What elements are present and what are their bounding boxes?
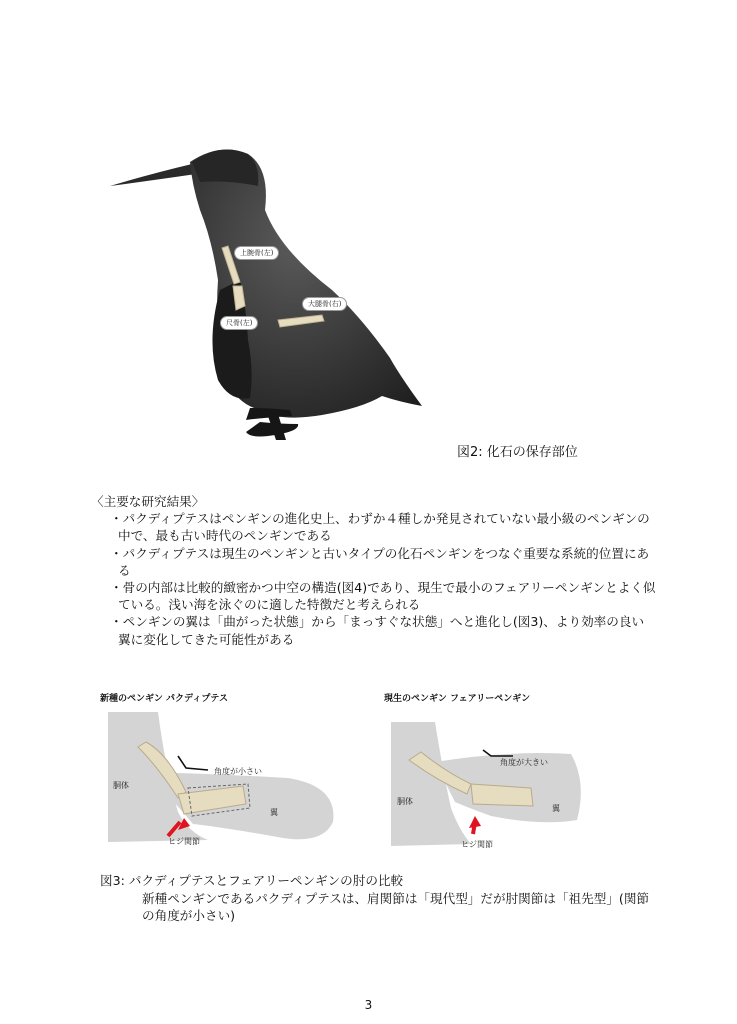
results-heading: 〈主要な研究結果〉 (91, 494, 205, 509)
page-number: 3 (364, 998, 373, 1012)
research-results (91, 493, 656, 648)
humerus-label: 上腕骨(左) (234, 246, 279, 260)
left-joint-label: ヒジ関節 (168, 837, 200, 846)
right-panel-title: 現生のペンギン フェアリーペンギン (384, 694, 531, 704)
result-item: ・ペンギンの翼は「曲がった状態」から「まっすぐな状態」へと進化し(図3)、より効率の良い翼に変化してきた可能性がある (110, 614, 645, 647)
right-body-label: 胴体 (397, 797, 413, 806)
figure3-caption (100, 872, 660, 925)
figure3-caption-body: 新種ペンギンであるパクディプテスは、肩関節は「現代型」だが肘関節は「祖先型」(関節の角度が小さい) (142, 890, 650, 923)
left-panel-title: 新種のペンギン パクディプテス (100, 694, 228, 704)
result-item: ・パクディプテスはペンギンの進化史上、わずか４種しか発見されていない最小級のペンギンの中で、最も古い時代のペンギンである (110, 511, 650, 544)
pakudyptes-wing-diagram (108, 712, 344, 848)
right-wing-label: 翼 (552, 804, 560, 813)
left-wing-label: 翼 (270, 808, 278, 817)
left-body-label: 胴体 (113, 781, 129, 790)
femur-label: 大腿骨(右) (302, 297, 347, 311)
fairy-penguin-wing-diagram (391, 722, 587, 856)
right-joint-label: ヒジ関節 (461, 840, 493, 849)
left-angle-label: 角度が小さい (214, 767, 262, 776)
figure2-caption: 図2: 化石の保存部位 (457, 445, 578, 460)
right-angle-label: 角度が大きい (500, 758, 548, 767)
penguin-silhouette (100, 140, 440, 460)
result-item: ・パクディプテスは現生のペンギンと古いタイプの化石ペンギンをつなぐ重要な系統的位置にある (110, 545, 650, 578)
result-item: ・骨の内部は比較的緻密かつ中空の構造(図4)であり、現生で最小のフェアリーペンギンとよく似ている。浅い海を泳ぐのに適した特徴だと考えられる (110, 580, 656, 613)
ulna-label: 尺骨(左) (220, 316, 258, 330)
penguin-figure (100, 140, 440, 460)
figure3-caption-title: 図3: パクディプテスとフェアリーペンギンの肘の比較 (100, 873, 404, 888)
